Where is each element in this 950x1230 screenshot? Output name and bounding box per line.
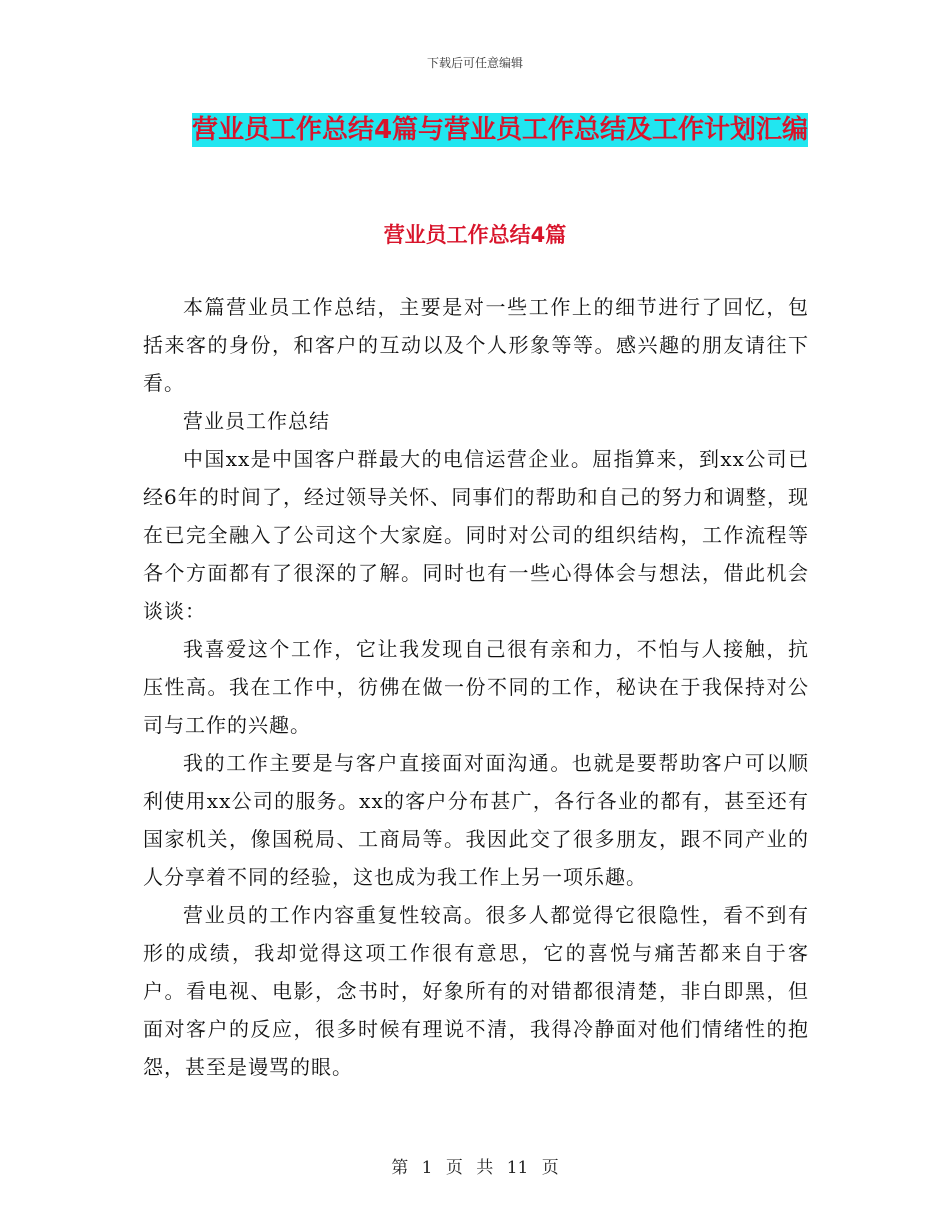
paragraph: 我的工作主要是与客户直接面对面沟通。也就是要帮助客户可以顺利使用xx公司的服务。xx的客户分布甚广，各行各业的都有，甚至还有国家机关，像国税局、工商局等。我因此交了很多朋友，跟不同产业的人分享着不同的经验，这也成为我工作上另一项乐趣。 <box>143 751 809 889</box>
page-footer: 第 1 页 共 11 页 <box>391 1158 559 1178</box>
paragraph: 我喜爱这个工作，它让我发现自己很有亲和力，不怕与人接触，抗压性高。我在工作中，彷佛在做一份不同的工作，秘诀在于我保持对公司与工作的兴趣。 <box>143 637 809 737</box>
paragraph: 中国xx是中国客户群最大的电信运营企业。屈指算来，到xx公司已经6年的时间了，经过领导关怀、同事们的帮助和自己的努力和调整，现在已完全融入了公司这个大家庭。同时对公司的组织结构，工作流程等各个方面都有了很深的了解。同时也有一些心得体会与想法，借此机会谈谈： <box>143 447 809 623</box>
paragraph-intro: 本篇营业员工作总结，主要是对一些工作上的细节进行了回忆，包括来客的身份，和客户的互动以及个人形象等等。感兴趣的朋友请往下看。 <box>143 295 809 395</box>
document-title <box>190 106 810 154</box>
body-text <box>143 288 809 1086</box>
paragraph: 营业员的工作内容重复性较高。很多人都觉得它很隐性，看不到有形的成绩，我却觉得这项工作很有意思，它的喜悦与痛苦都来自于客户。看电视、电影，念书时，好象所有的对错都很清楚，非白即黑，但面对客户的反应，很多时候有理说不清，我得冷静面对他们情绪性的抱怨，甚至是谩骂的眼。 <box>143 903 809 1079</box>
paragraph-subheading: 营业员工作总结 <box>183 409 330 433</box>
document-title-text: 营业员工作总结4篇与营业员工作总结及工作计划汇编 <box>191 115 809 145</box>
header-note: 下载后可任意编辑 <box>426 56 523 70</box>
section-title: 营业员工作总结4篇 <box>383 223 567 247</box>
